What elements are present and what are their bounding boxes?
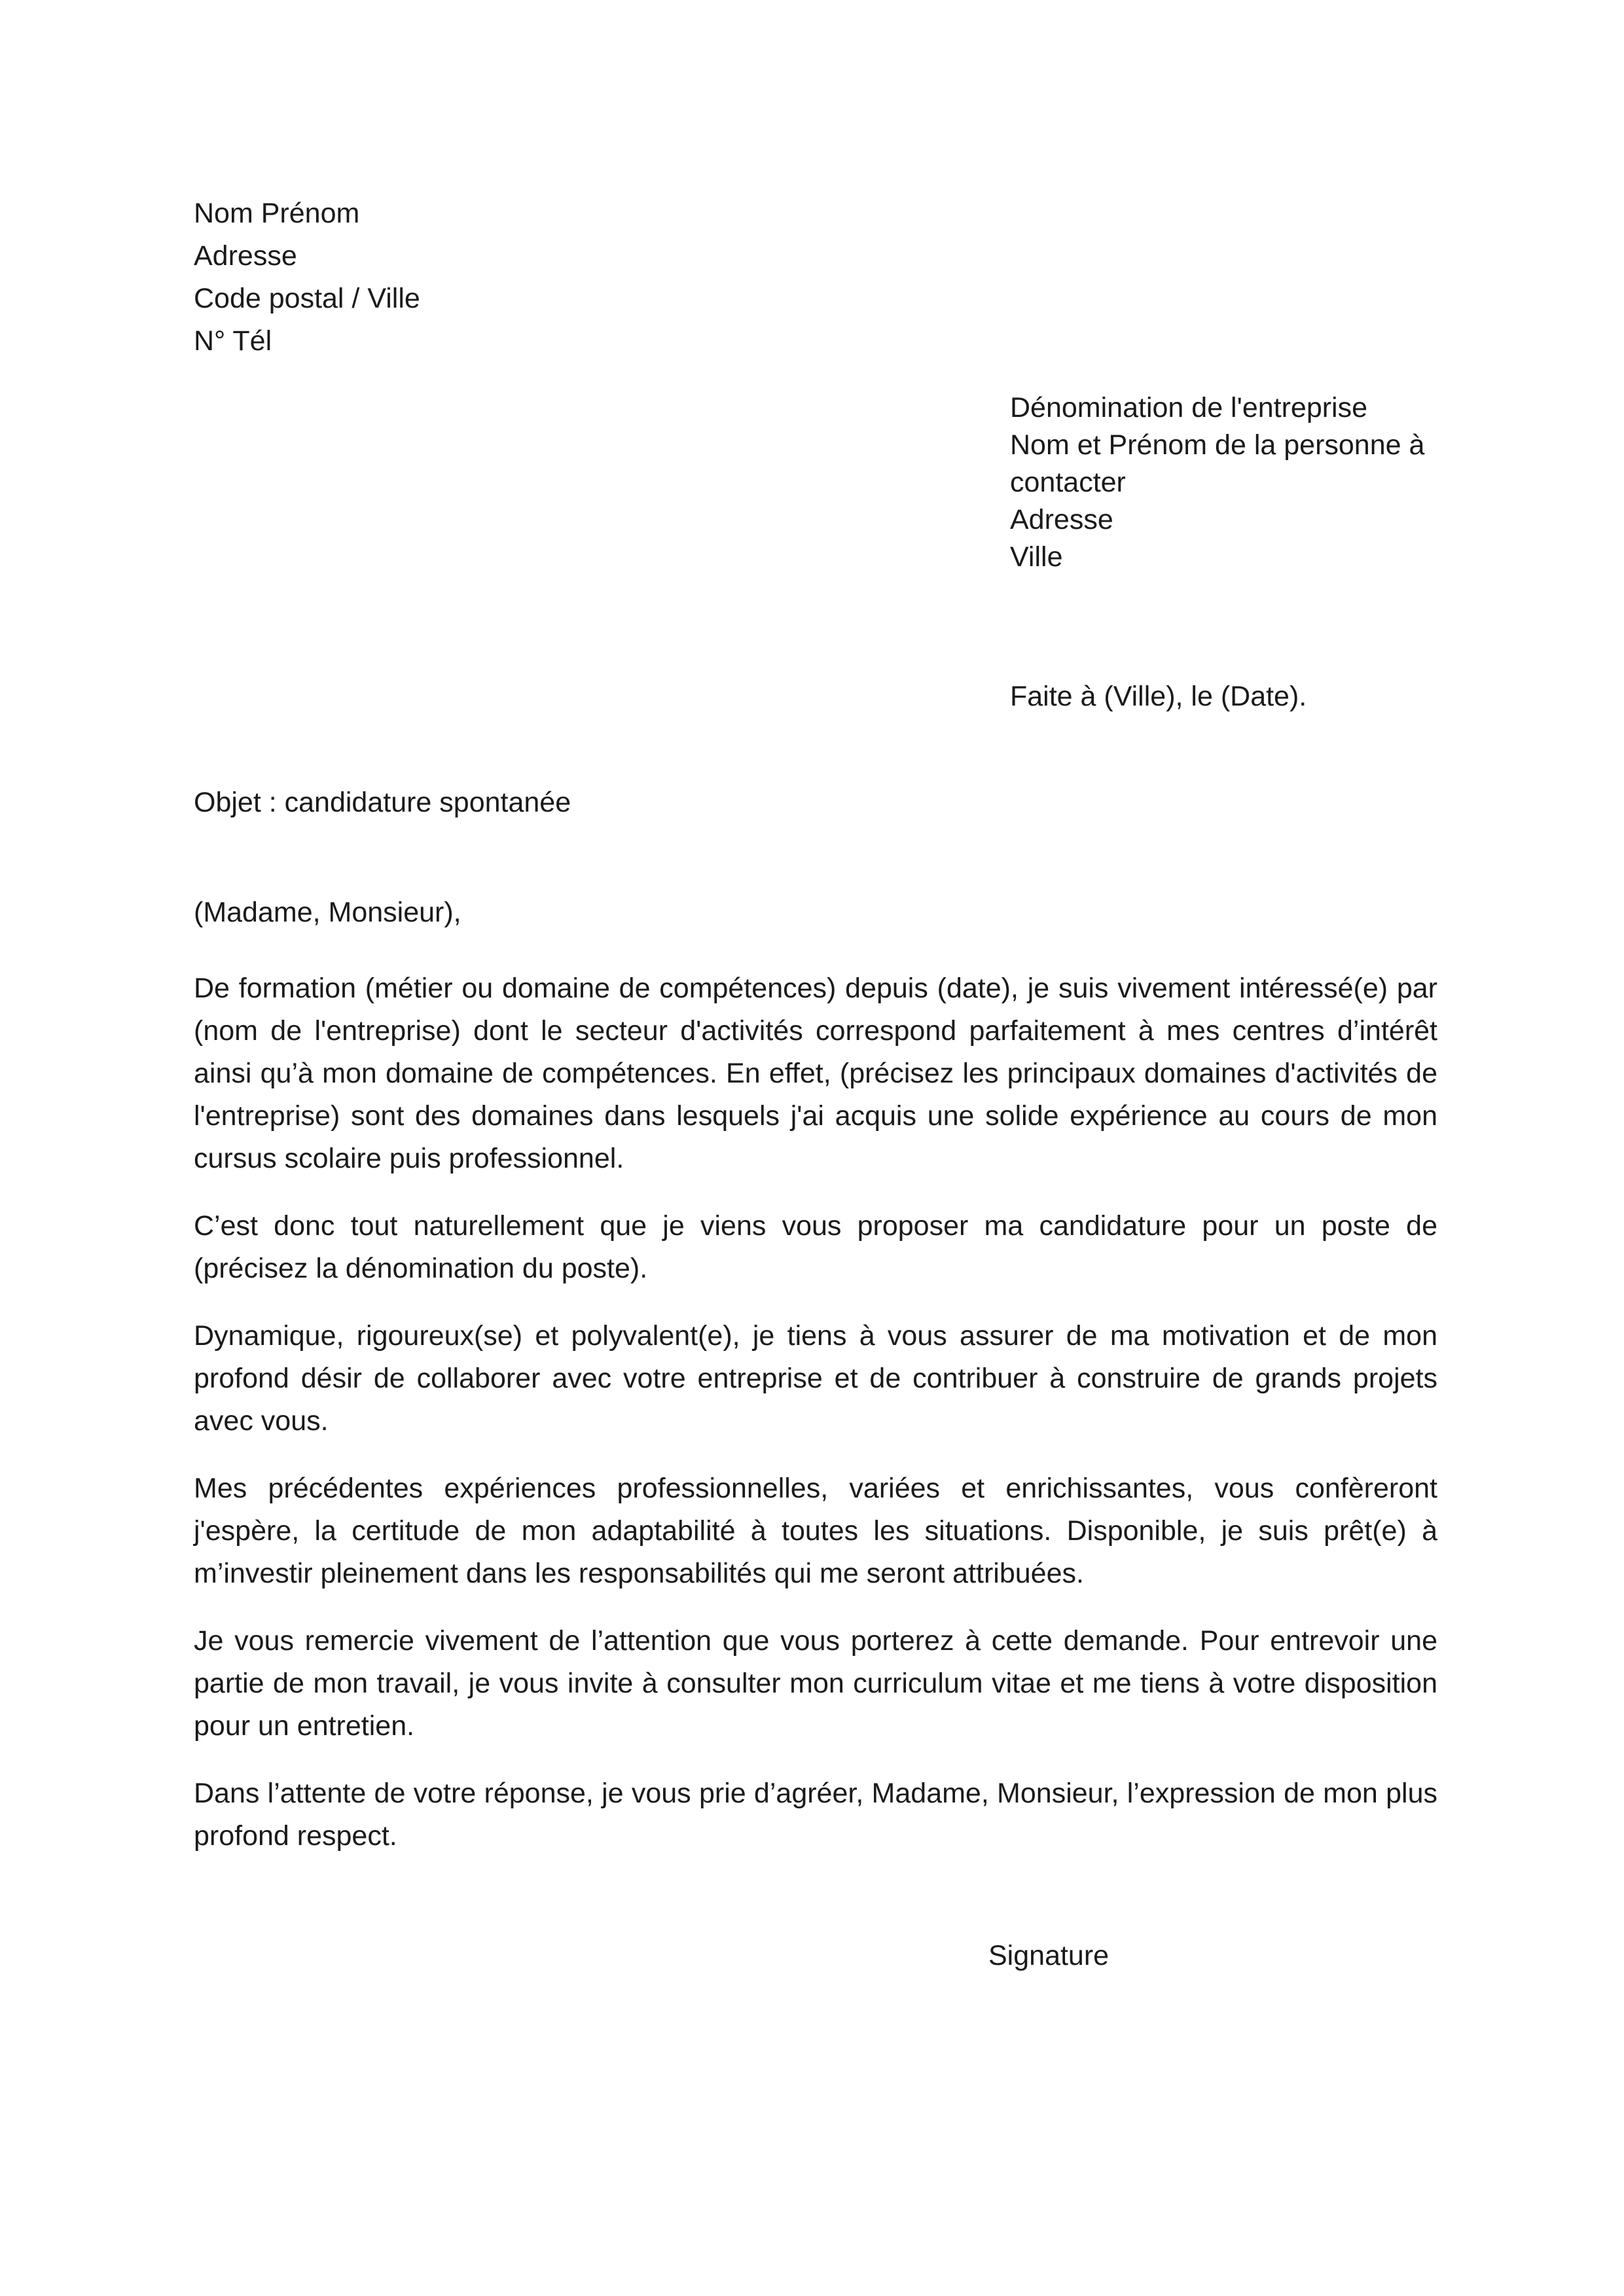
sender-block bbox=[194, 192, 420, 363]
signature-label: Signature bbox=[988, 1940, 1110, 1971]
body-paragraph: Dans l’attente de votre réponse, je vous prie d’agréer, Madame, Monsieur, l’expression de mon plus profond respect. bbox=[194, 1778, 1437, 1852]
sender-phone: N° Tél bbox=[194, 325, 272, 357]
recipient-company: Dénomination de l'entreprise bbox=[1010, 392, 1368, 423]
sender-name: Nom Prénom bbox=[194, 198, 360, 229]
recipient-block bbox=[1010, 389, 1468, 576]
body-paragraph: C’est donc tout naturellement que je viens vous proposer ma candidature pour un poste de (précisez la dénomination du poste). bbox=[194, 1210, 1437, 1284]
recipient-address: Adresse bbox=[1010, 504, 1113, 535]
place-date: Faite à (Ville), le (Date). bbox=[1010, 681, 1307, 712]
body-paragraph: Mes précédentes expériences professionnelles, variées et enrichissantes, vous confèreront j'espère, la certitude de mon adaptabilité à toutes les situations. Disponible, je suis prêt(e) à m’investir pleinement dans les responsabilités qui me seront attribuées. bbox=[194, 1473, 1437, 1589]
sender-address: Adresse bbox=[194, 240, 297, 272]
recipient-contact-line2: contacter bbox=[1010, 467, 1126, 498]
letter-body bbox=[194, 967, 1437, 1882]
body-paragraph: De formation (métier ou domaine de compétences) depuis (date), je suis vivement intéressé(e) par (nom de l'entreprise) dont le secteur d'activités correspond parfaitement à mes centres d’intérêt ainsi qu’à mon domaine de compétences. En effet, (précisez les principaux domaines d'activités de l'entreprise) sont des domaines dans lesquels j'ai acquis une solide expérience au cours de mon cursus scolaire puis professionnel. bbox=[194, 973, 1437, 1174]
body-paragraph: Je vous remercie vivement de l’attention que vous porterez à cette demande. Pour entrevoir une partie de mon travail, je vous invite à consulter mon curriculum vitae et me tiens à votre disposition pour un entretien. bbox=[194, 1625, 1437, 1742]
salutation: (Madame, Monsieur), bbox=[194, 897, 461, 928]
recipient-city: Ville bbox=[1010, 541, 1063, 573]
subject-line: Objet : candidature spontanée bbox=[194, 787, 571, 818]
sender-postal-city: Code postal / Ville bbox=[194, 283, 420, 314]
recipient-contact-line1: Nom et Prénom de la personne à bbox=[1010, 429, 1425, 461]
body-paragraph: Dynamique, rigoureux(se) et polyvalent(e), je tiens à vous assurer de ma motivation et de mon profond désir de collaborer avec votre entreprise et de contribuer à construire de grands projets avec vous. bbox=[194, 1320, 1437, 1437]
